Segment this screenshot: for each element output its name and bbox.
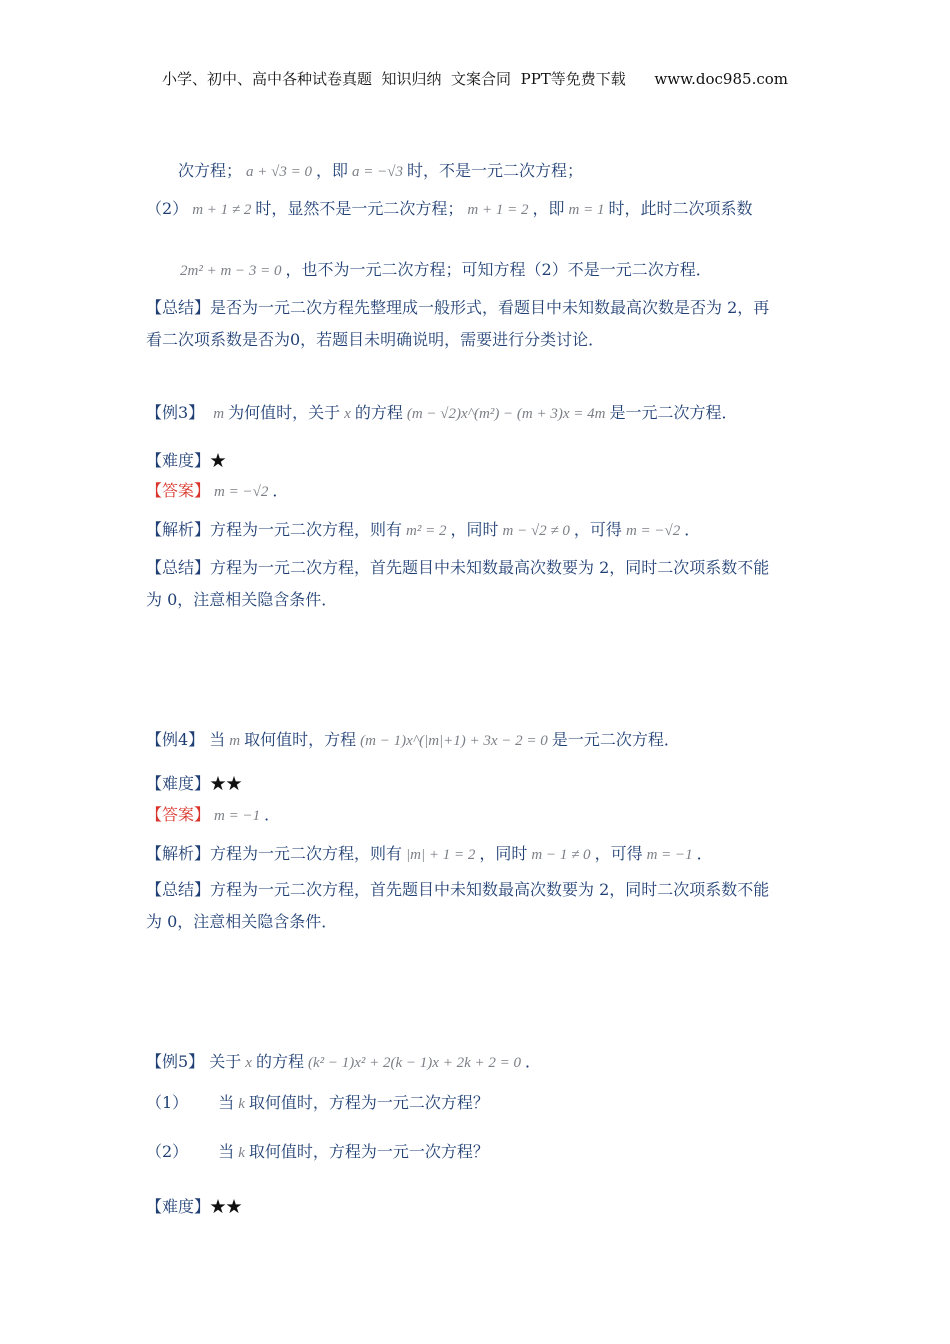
example-5-subquestion-1	[146, 1092, 489, 1115]
math-expression: m² = 2	[406, 523, 447, 539]
math-expression: (m − √2)x^(m²) − (m + 3)x = 4m	[406, 406, 606, 422]
example-4-difficulty	[146, 773, 242, 795]
answer-label: 【答案】	[146, 481, 211, 500]
text: 当	[218, 1093, 235, 1112]
math-var: x	[245, 1055, 252, 1071]
example-4-analysis	[146, 843, 713, 866]
text: 取何值时，方程为一元二次方程？	[248, 1093, 489, 1112]
solution-line-2	[146, 198, 752, 221]
text: 次方程；	[178, 161, 243, 180]
text: 时，此时二次项系数	[608, 199, 753, 218]
text: 当	[218, 1142, 235, 1161]
text: ，即	[316, 161, 349, 180]
answer-label: 【答案】	[146, 805, 211, 824]
math-var: k	[238, 1145, 245, 1161]
solution-line-3	[176, 259, 712, 282]
text: ．	[264, 805, 281, 824]
difficulty-stars: ★★	[210, 1197, 243, 1216]
math-var: m	[213, 406, 225, 422]
page-header: 小学、初中、高中各种试卷真题 知识归纳 文案合同 PPT等免费下载 www.doc985.com	[161, 70, 788, 88]
math-expression: 2m² + m − 3 = 0	[180, 263, 282, 279]
math-expression: (m − 1)x^(|m|+1) + 3x − 2 = 0	[360, 733, 548, 749]
math-expression: m = −1	[646, 847, 693, 863]
text: 方程为一元二次方程，首先题目中未知数最高次数要为 2，同时二次项系数不能	[210, 558, 770, 577]
text: ，可得	[594, 844, 643, 863]
difficulty-stars: ★	[210, 451, 227, 470]
answer-math: m = −1	[214, 808, 261, 824]
text: 为 0，注意相关隐含条件．	[146, 590, 338, 609]
text: 时，显然不是一元二次方程；	[255, 199, 464, 218]
summary-line-2	[146, 329, 604, 351]
text: 是一元二次方程．	[551, 730, 680, 749]
example-label: 【例5】	[146, 1052, 205, 1071]
text: ．	[696, 844, 713, 863]
text: ，也不为一元二次方程；可知方程（2）不是一元二次方程．	[285, 260, 712, 279]
difficulty-label: 【难度】	[146, 1197, 211, 1216]
text: 是否为一元二次方程先整理成一般形式，看题目中未知数最高次数是否为 2，再	[210, 298, 770, 317]
text: 为 0，注意相关隐含条件．	[146, 912, 338, 931]
summary-label: 【总结】	[146, 558, 211, 577]
example-4-summary-2	[146, 911, 337, 933]
math-expression: |m| + 1 = 2	[406, 847, 476, 863]
example-3-analysis	[146, 519, 700, 542]
math-expression: m = 1	[568, 202, 605, 218]
example-3-question	[146, 402, 738, 425]
text: ．	[272, 481, 289, 500]
example-label: 【例4】	[146, 730, 205, 749]
example-5-subquestion-2	[146, 1141, 489, 1164]
example-3-summary-2	[146, 589, 337, 611]
math-expression: (k² − 1)x² + 2(k − 1)x + 2k + 2 = 0	[307, 1055, 521, 1071]
difficulty-label: 【难度】	[146, 451, 211, 470]
math-var: x	[344, 406, 351, 422]
text: 关于	[209, 1052, 242, 1071]
solution-line-1	[178, 160, 583, 183]
math-var: m	[229, 733, 241, 749]
math-expression: m − 1 ≠ 0	[531, 847, 591, 863]
example-3-difficulty	[146, 450, 226, 472]
answer-math: m = −√2	[214, 484, 269, 500]
text: 取何值时，方程	[244, 730, 357, 749]
text: ，即	[532, 199, 565, 218]
math-expression: m + 1 = 2	[467, 202, 529, 218]
math-var: k	[238, 1096, 245, 1112]
text: ，同时	[450, 520, 499, 539]
math-expression: a + √3 = 0	[246, 164, 312, 180]
text: ，同时	[479, 844, 528, 863]
text: 是一元二次方程．	[609, 403, 738, 422]
text: 方程为一元二次方程，则有	[210, 844, 403, 863]
difficulty-label: 【难度】	[146, 774, 211, 793]
text: 的方程	[255, 1052, 304, 1071]
example-4-question	[146, 729, 680, 752]
example-5-question	[146, 1051, 541, 1074]
text: 时，不是一元二次方程；	[407, 161, 584, 180]
text: 方程为一元二次方程，首先题目中未知数最高次数要为 2，同时二次项系数不能	[210, 880, 770, 899]
example-4-summary-1	[146, 879, 769, 901]
example-3-summary-1	[146, 557, 769, 579]
math-expression: a = −√3	[352, 164, 403, 180]
text: 取何值时，方程为一元一次方程？	[248, 1142, 489, 1161]
example-3-answer	[146, 480, 288, 503]
text: （2）	[146, 199, 189, 218]
analysis-label: 【解析】	[146, 520, 211, 539]
math-expression: m + 1 ≠ 2	[192, 202, 252, 218]
text: ．	[684, 520, 701, 539]
text: 的方程	[354, 403, 403, 422]
example-5-difficulty	[146, 1196, 242, 1218]
subquestion-number: （1）	[146, 1093, 189, 1112]
text: 看二次项系数是否为0，若题目未明确说明，需要进行分类讨论．	[146, 330, 605, 349]
text: ．	[524, 1052, 541, 1071]
summary-label: 【总结】	[146, 880, 211, 899]
math-expression: m = −√2	[625, 523, 681, 539]
math-expression: m − √2 ≠ 0	[502, 523, 570, 539]
subquestion-number: （2）	[146, 1142, 189, 1161]
summary-label: 【总结】	[146, 298, 211, 317]
summary-line-1	[146, 297, 769, 319]
text: 方程为一元二次方程，则有	[210, 520, 403, 539]
analysis-label: 【解析】	[146, 844, 211, 863]
example-label: 【例3】	[146, 403, 205, 422]
text: 为何值时，关于	[228, 403, 341, 422]
text: ，可得	[573, 520, 622, 539]
text: 当	[209, 730, 226, 749]
example-4-answer	[146, 804, 280, 827]
difficulty-stars: ★★	[210, 774, 243, 793]
